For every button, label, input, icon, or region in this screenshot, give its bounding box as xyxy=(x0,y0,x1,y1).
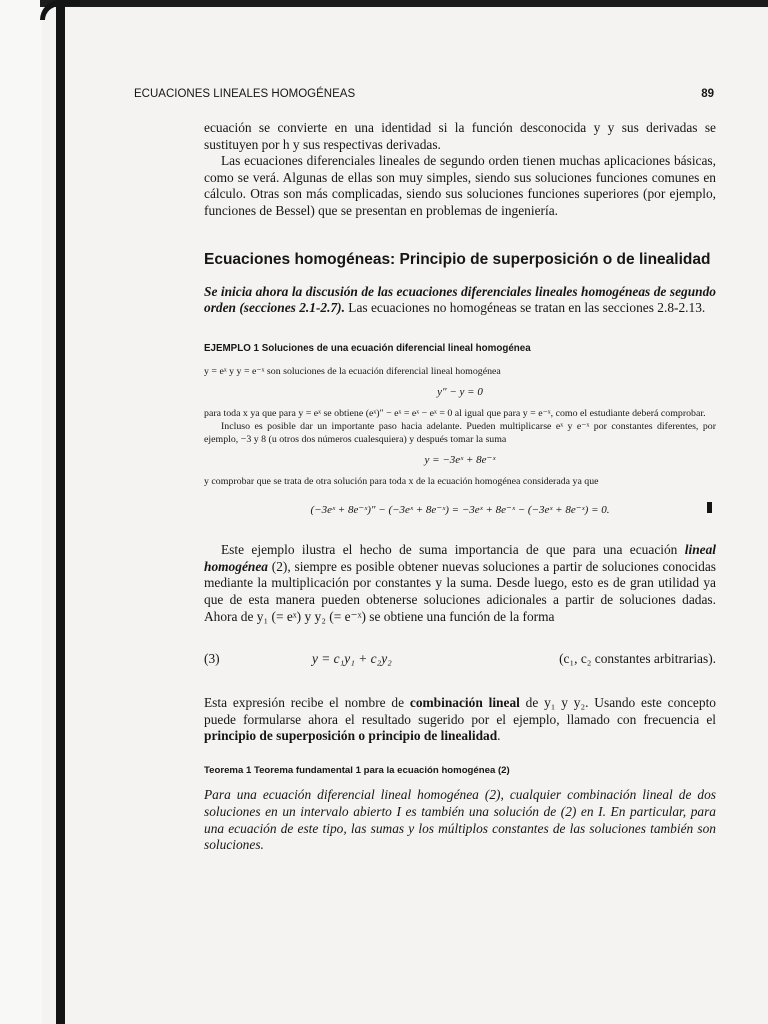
page-content xyxy=(204,120,716,854)
p3-text-a: Este ejemplo ilustra el hecho de suma importancia de que para una ecuación xyxy=(221,542,685,558)
section-lead xyxy=(204,284,716,317)
example-equation-1: y″ − y = 0 xyxy=(437,386,483,399)
example-title: EJEMPLO 1 Soluciones de una ecuación diferencial lineal homogénea xyxy=(204,342,531,354)
page-number: 89 xyxy=(701,88,714,100)
p3-emphasis: lineal homogénea xyxy=(204,542,716,574)
example-equation-2: y = −3eˣ + 8e⁻ˣ xyxy=(424,453,496,466)
example-equation-3-row xyxy=(204,502,716,519)
equation-comment: (c₁, c₂ constantes arbitrarias). xyxy=(559,651,716,667)
body-paragraph-3 xyxy=(204,542,716,625)
running-title: ECUACIONES LINEALES HOMOGÉNEAS xyxy=(134,88,356,100)
p4-term-superposition: principio de superposición o principio de linealidad xyxy=(204,728,498,744)
equation-3-row xyxy=(204,647,716,671)
intro-paragraph-1: ecuación se convierte en una identidad si la función desconocida y y sus derivadas se sustituyen por h y sus respectivas derivadas. xyxy=(204,120,716,152)
example-line-1: y = eˣ y y = e⁻ˣ son soluciones de la ecuación diferencial lineal homogénea xyxy=(204,366,501,378)
example-equation-3: (−3eˣ + 8e⁻ˣ)″ − (−3eˣ + 8e⁻ˣ) = −3eˣ + 8e⁻ˣ − (−3eˣ + 8e⁻ˣ) = 0. xyxy=(310,503,610,516)
section-lead-rest: Las ecuaciones no homogéneas se tratan en las secciones 2.8-2.13. xyxy=(344,300,706,316)
p4-term-linear-combination: combinación lineal xyxy=(409,695,520,711)
body-paragraph-4 xyxy=(204,695,716,745)
example-line-3: Incluso es posible dar un importante paso hacia adelante. Pueden multiplicarse eˣ y e⁻ˣ por constantes diferentes, por ejemplo, −3 y 8 (u otros dos números cualesquiera) y después tomar la suma xyxy=(204,420,716,445)
theorem-body: Para una ecuación diferencial lineal homogénea (2), cualquier combinación lineal de dos soluciones en un intervalo abierto I es también una solución de (2) en I. En particular, para una ecuación de este tipo, las sumas y los múltiplos constantes de las soluciones también son soluciones. xyxy=(204,787,716,853)
intro-paragraph-2: Las ecuaciones diferenciales lineales de segundo orden tienen muchas aplicaciones básicas, como se verá. Algunas de ellas son muy simples, siendo sus soluciones funciones comunes en cálculo. Otras son más complicadas, siendo sus soluciones funciones superiores (por ejemplo, funciones de Bessel) que se presentan en problemas de ingeniería. xyxy=(204,153,716,218)
scan-top-edge xyxy=(40,0,768,7)
book-spine-shadow xyxy=(56,4,65,1024)
binding-margin xyxy=(0,0,42,1024)
equation-linear-combination: y = c₁y₁ + c₂y₂ xyxy=(312,651,392,667)
section-title: Ecuaciones homogéneas: Principio de superposición o de linealidad xyxy=(204,250,711,268)
equation-number: (3) xyxy=(204,651,220,667)
example-line-2: para toda x ya que para y = eˣ se obtiene (eˣ)″ − eˣ = eˣ − eˣ = 0 al igual que para y = e⁻ˣ, como el estudiante deberá comprobar. xyxy=(204,407,706,419)
p4-text-e: . xyxy=(497,728,501,744)
p4-text-a: Esta expresión recibe el nombre de xyxy=(204,695,410,711)
end-of-proof-icon xyxy=(707,502,712,513)
example-line-4: y comprobar que se trata de otra solución para toda x de la ecuación homogénea considerada ya que xyxy=(204,475,599,487)
theorem-title: Teorema 1 Teorema fundamental 1 para la ecuación homogénea (2) xyxy=(204,764,510,776)
p3-text-c: (2), siempre es posible obtener nuevas soluciones a partir de soluciones conocidas mediante la multiplicación por constantes y la suma. Desde luego, esto es de gran utilidad ya que de esta manera pueden obtenerse soluciones adicionales a partir de soluciones dadas. Ahora de y₁ (= eˣ) y y₂ (= e⁻ˣ) se obtiene una función de la forma xyxy=(204,558,716,624)
section-lead-emphasis: Se inicia ahora la discusión de las ecuaciones diferenciales lineales homogéneas de segundo orden (secciones 2.1-2.7). xyxy=(204,283,716,316)
p4-text-c: de y₁ y y₂. Usando este concepto puede formularse ahora el resultado sugerido por el ejemplo, llamado con frecuencia el xyxy=(204,695,716,727)
